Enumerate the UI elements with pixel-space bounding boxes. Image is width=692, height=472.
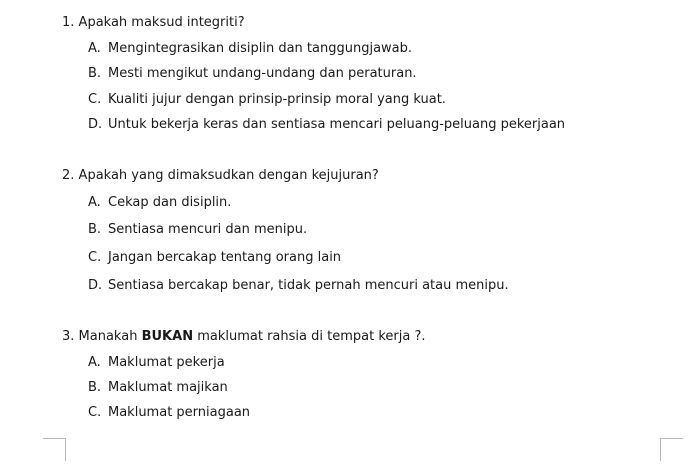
option-text: Jangan bercakap tentang orang lain (108, 250, 342, 265)
option-text: Cekap dan disiplin. (108, 195, 232, 210)
option-letter: B. (88, 66, 102, 81)
option-3a (88, 355, 225, 371)
option-letter: C. (88, 405, 102, 420)
question-text: Apakah maksud integriti? (78, 15, 245, 30)
option-2a (88, 195, 231, 211)
option-3c (88, 405, 250, 421)
margin-corner-mark-left (43, 438, 66, 461)
question-text-after: maklumat rahsia di tempat kerja ?. (197, 329, 426, 344)
option-text: Maklumat pekerja (108, 355, 225, 370)
option-letter: A. (88, 195, 101, 210)
question-text: Apakah yang dimaksudkan dengan kejujuran? (78, 168, 379, 183)
option-letter: D. (88, 278, 103, 293)
question-number: 3. (62, 329, 75, 344)
question-number: 1. (62, 15, 75, 30)
option-text: Sentiasa bercakap benar, tidak pernah mencuri atau menipu. (108, 278, 509, 293)
option-2d (88, 278, 509, 294)
option-text: Sentiasa mencuri dan menipu. (108, 222, 308, 237)
option-text: Maklumat perniagaan (108, 405, 251, 420)
option-letter: A. (88, 355, 101, 370)
question-number: 2. (62, 168, 75, 183)
question-emphasis: BUKAN (141, 329, 194, 344)
option-text: Untuk bekerja keras dan sentiasa mencari peluang-peluang pekerjaan (108, 117, 566, 132)
margin-corner-mark-right (660, 438, 683, 461)
question-2 (62, 168, 379, 184)
option-letter: C. (88, 92, 102, 107)
option-1a (88, 41, 412, 57)
option-text: Mesti mengikut undang-undang dan peraturan. (108, 66, 417, 81)
option-1b (88, 66, 417, 82)
option-2c (88, 250, 341, 266)
option-text: Kualiti jujur dengan prinsip-prinsip moral yang kuat. (108, 92, 446, 107)
option-letter: A. (88, 41, 101, 56)
option-1d (88, 117, 565, 133)
option-text: Maklumat majikan (108, 380, 228, 395)
option-1c (88, 92, 446, 108)
option-letter: D. (88, 117, 103, 132)
option-letter: C. (88, 250, 102, 265)
option-3b (88, 380, 228, 396)
question-1 (62, 15, 245, 31)
question-3 (62, 329, 425, 345)
option-text: Mengintegrasikan disiplin dan tanggungjawab. (108, 41, 413, 56)
question-text-before: Manakah (78, 329, 138, 344)
option-letter: B. (88, 380, 102, 395)
option-letter: B. (88, 222, 102, 237)
option-2b (88, 222, 307, 238)
